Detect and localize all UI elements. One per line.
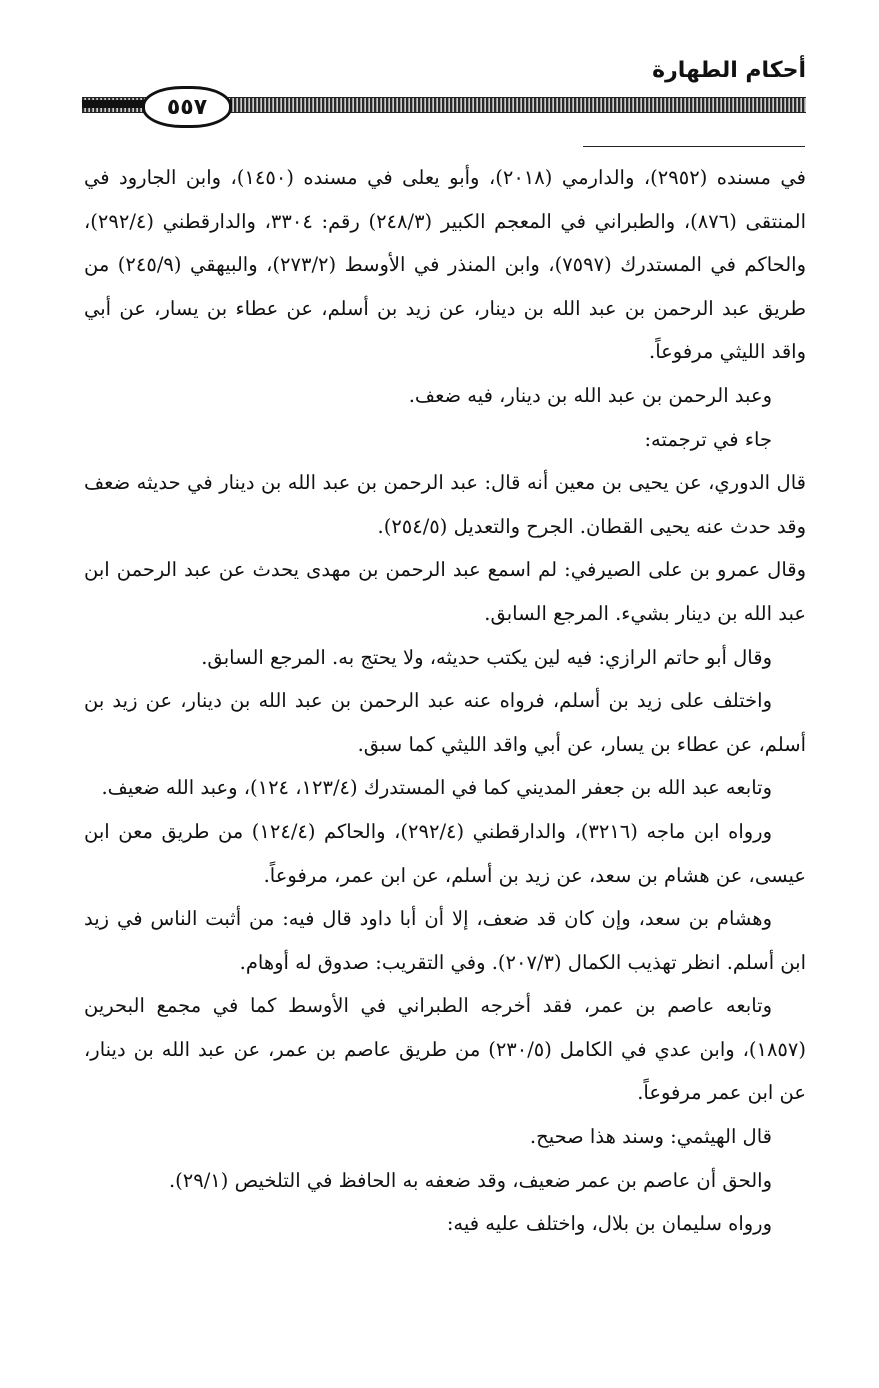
paragraph: وتابعه عاصم بن عمر، فقد أخرجه الطبراني في الأوسط كما في مجمع البحرين (١٨٥٧)، وابن عدي في الكامل (٢٣٠/٥) من طريق عاصم بن عمر، عن عبد الله بن دينار، عن ابن عمر مرفوعاً. — [84, 994, 806, 1105]
paragraph: والحق أن عاصم بن عمر ضعيف، وقد ضعفه به الحافظ في التلخيص (٢٩/١). — [168, 1168, 772, 1192]
paragraph: وقال أبو حاتم الرازي: فيه لين يكتب حديثه، ولا يحتج به. المرجع السابق. — [201, 645, 772, 669]
book-title: أحكام الطهارة — [652, 58, 806, 83]
page-number: ٥٥٧ — [166, 94, 208, 120]
paragraph: وتابعه عبد الله بن جعفر المديني كما في المستدرك (١٢٣/٤، ١٢٤)، وعبد الله ضعيف. — [101, 776, 772, 800]
paragraph: قال الدوري، عن يحيى بن معين أنه قال: عبد الرحمن بن عبد الله بن دينار في حديثه ضعف وقد حدث عنه يحيى القطان. الجرح والتعديل (٢٥٤/٥). — [84, 471, 806, 538]
page-number-badge — [142, 86, 232, 128]
footnote-separator — [583, 146, 805, 147]
paragraph: وعبد الرحمن بن عبد الله بن دينار، فيه ضعف. — [408, 383, 772, 407]
paragraph: في مسنده (٢٩٥٢)، والدارمي (٢٠١٨)، وأبو يعلى في مسنده (١٤٥٠)، وابن الجارود في المنتقى (٨٧٦)، والطبراني في المعجم الكبير (٢٤٨/٣) رقم: ٣٣٠٤، والدارقطني (٢٩٢/٤)، والحاكم في المستدرك (٧٥٩٧)، وابن المنذر في الأوسط (٢٧٣/٢)، والبيهقي (٢٤٥/٩) من طريق عبد الرحمن بن عبد الله بن دينار، عن زيد بن أسلم، عن عطاء بن يسار، عن أبي واقد الليثي مرفوعاً. — [84, 166, 807, 364]
page-body — [84, 156, 806, 1246]
paragraph: وهشام بن سعد، وإن كان قد ضعف، إلا أن أبا داود قال فيه: من أثبت الناس في زيد ابن أسلم. انظر تهذيب الكمال (٢٠٧/٣). وفي التقريب: صدوق له أوهام. — [84, 907, 806, 974]
paragraph: ورواه ابن ماجه (٣٢١٦)، والدارقطني (٢٩٢/٤)، والحاكم (١٢٤/٤) من طريق معن ابن عيسى، عن هشام بن سعد، عن زيد بن أسلم، عن ابن عمر، مرفوعاً. — [84, 819, 806, 887]
paragraph: واختلف على زيد بن أسلم، فرواه عنه عبد الرحمن بن عبد الله بن دينار، عن زيد بن أسلم، عن عطاء بن يسار، عن أبي واقد الليثي كما سبق. — [84, 689, 806, 756]
page-header — [82, 50, 806, 130]
paragraph: ورواه سليمان بن بلال، واختلف عليه فيه: — [446, 1212, 772, 1236]
paragraph: قال الهيثمي: وسند هذا صحيح. — [529, 1125, 772, 1149]
paragraph: جاء في ترجمته: — [644, 427, 772, 451]
paragraph: وقال عمرو بن على الصيرفي: لم اسمع عبد الرحمن بن مهدى يحدث عن عبد الرحمن ابن عبد الله بن دينار بشيء. المرجع السابق. — [84, 558, 806, 625]
